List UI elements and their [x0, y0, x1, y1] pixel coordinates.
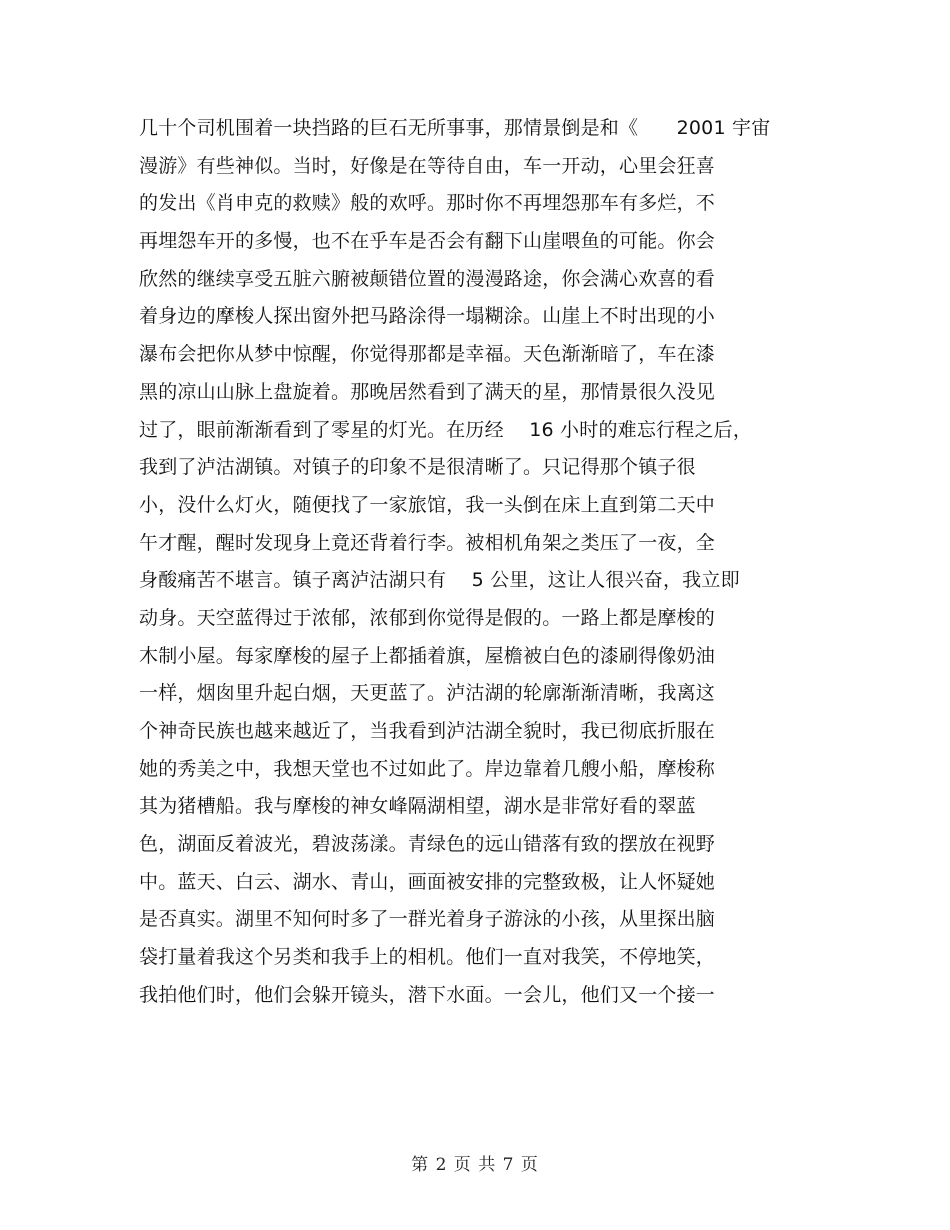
text-line: 一样，烟囱里升起白烟，天更蓝了。泸沽湖的轮廓渐渐清晰，我离这 [139, 682, 716, 705]
text-line: 其为猪槽船。我与摩梭的神女峰隔湖相望，湖水是非常好看的翠蓝 [139, 795, 696, 818]
text-line: 是否真实。湖里不知何时多了一群光着身子游泳的小孩，从里探出脑 [139, 908, 716, 931]
text-line: 再埋怨车开的多慢，也不在乎车是否会有翻下山崖喂鱼的可能。你会 [139, 230, 716, 253]
text-line: 瀑布会把你从梦中惊醒，你觉得那都是幸福。天色渐渐暗了，车在漆 [139, 343, 716, 366]
text-line: 动身。天空蓝得过于浓郁，浓郁到你觉得是假的。一路上都是摩梭的 [139, 606, 716, 629]
text-line: 着身边的摩梭人探出窗外把马路涂得一塌糊涂。山崖上不时出现的小 [139, 305, 716, 328]
page-number-footer: 第 2 页 共 7 页 [411, 1155, 539, 1175]
text-line: 漫游》有些神似。当时，好像是在等待自由，车一开动，心里会狂喜 [139, 154, 716, 177]
text-line: 木制小屋。每家摩梭的屋子上都插着旗，屋檐被白色的漆刷得像奶油 [139, 644, 716, 667]
text-line: 的发出《肖申克的救赎》般的欢呼。那时你不再埋怨那车有多烂，不 [139, 192, 716, 215]
body-text [139, 110, 819, 1015]
text-line: 身酸痛苦不堪言。镇子离泸沽湖只有 5 公里，这让人很兴奋，我立即 [139, 569, 740, 592]
text-line: 欣然的继续享受五脏六腑被颠错位置的漫漫路途，你会满心欢喜的看 [139, 267, 716, 290]
text-line: 我到了泸沽湖镇。对镇子的印象不是很清晰了。只记得那个镇子很 [139, 456, 696, 479]
text-line: 过了，眼前渐渐看到了零星的灯光。在历经 16 小时的难忘行程之后， [139, 418, 753, 441]
text-line: 几十个司机围着一块挡路的巨石无所事事，那情景倒是和《 2001 宇宙 [139, 117, 771, 139]
text-line: 黑的凉山山脉上盘旋着。那晚居然看到了满天的星，那情景很久没见 [139, 380, 716, 403]
text-line: 个神奇民族也越来越近了，当我看到泸沽湖全貌时，我已彻底折服在 [139, 720, 716, 742]
text-line: 袋打量着我这个另类和我手上的相机。他们一直对我笑，不停地笑， [139, 946, 716, 969]
text-line: 她的秀美之中，我想天堂也不过如此了。岸边靠着几艘小船，摩梭称 [139, 757, 716, 780]
text-line: 我拍他们时，他们会躲开镜头，潜下水面。一会儿，他们又一个接一 [139, 983, 716, 1006]
text-line: 小，没什么灯火，随便找了一家旅馆，我一头倒在床上直到第二天中 [139, 493, 716, 516]
text-line: 中。蓝天、白云、湖水、青山，画面被安排的完整致极，让人怀疑她 [139, 870, 716, 893]
text-line: 色，湖面反着波光，碧波荡漾。青绿色的远山错落有致的摆放在视野 [139, 833, 716, 856]
text-line: 午才醒，醒时发现身上竟还背着行李。被相机角架之类压了一夜，全 [139, 531, 716, 554]
